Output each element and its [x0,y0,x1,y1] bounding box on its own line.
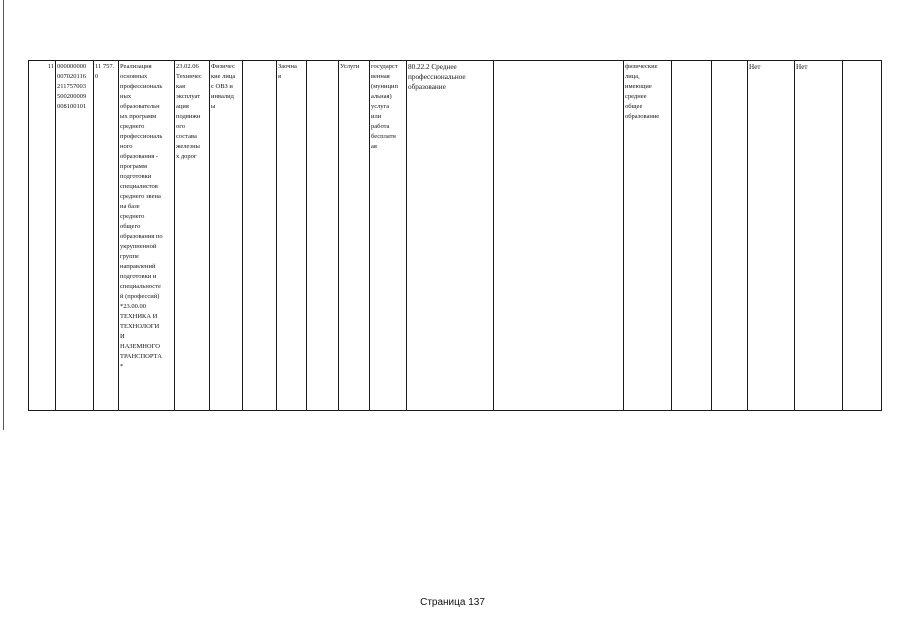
flag-no-2: Нет [796,63,808,71]
table-row [29,61,882,411]
flag-no-1: Нет [749,63,761,71]
service-kind: Услуги [340,63,360,70]
status-cell [370,61,407,411]
empty-cell-7 [243,61,277,411]
service-name-cell [119,61,175,411]
left-margin-line [3,0,4,430]
empty-cell-19 [843,61,882,411]
flag2-cell [795,61,843,411]
okved-cell [407,61,494,411]
empty-cell-9 [307,61,339,411]
code-value: 11 757. 0 [95,63,115,80]
consumer-category-cell [624,61,672,411]
row-number: 11 [47,63,54,70]
form-cell [277,61,307,411]
code-cell [94,61,119,411]
okved-code: 80.22.2 Среднее профессиональное образование [408,63,466,91]
row-number-cell [29,61,56,411]
registry-table [28,60,882,411]
specialty-cell [175,61,210,411]
empty-cell-16 [712,61,748,411]
consumers: Физичес кие лица с ОВЗ и инвалид ы [211,63,236,110]
empty-cell-15 [672,61,712,411]
page-number: Страница 137 [420,597,485,608]
consumers-cell [210,61,243,411]
service-status: государст венная (муницип альная) услуга или работа бесплатн ая [371,63,398,150]
service-name: Реализация основных профессиональ ных образовательн ых программ среднего профессиональ ного образования - программ подготовки специалистов среднего звена на базе среднего общего образования по укрупненной группе направлений подготовки и специальносте й (профессий) *23.00.00 ТЕХНИКА И ТЕХНОЛОГИ И НАЗЕМНОГО ТРАНСПОРТА * [120,63,163,370]
kind-cell [339,61,370,411]
specialty: 23.02.06 Техничес кая эксплуат ация подвижн ого состава железны х дорог [176,63,202,160]
registry-code: 000000000 007020116 211757003 500200009 008100101 [57,63,87,110]
study-form: Заочна я [278,63,297,80]
empty-cell-13 [494,61,624,411]
consumer-category: физические лица, имеющие среднее общее образование [625,63,660,120]
registry-code-cell [56,61,94,411]
flag1-cell [748,61,795,411]
